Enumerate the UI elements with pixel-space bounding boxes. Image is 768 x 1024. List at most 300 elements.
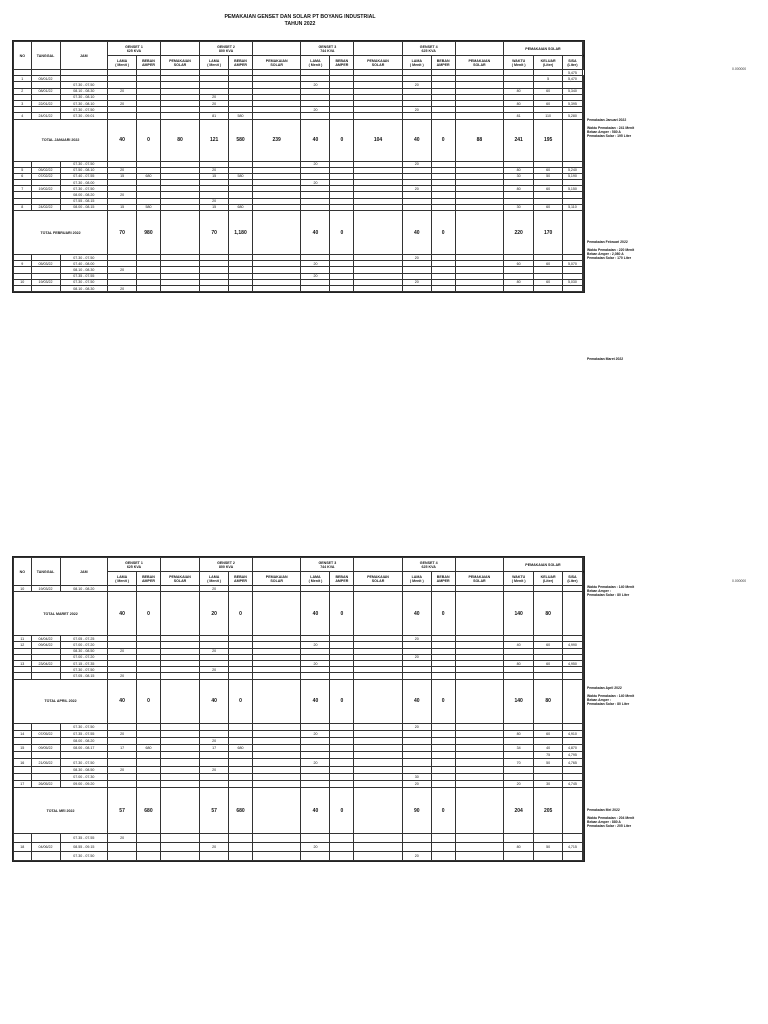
cell-value: 30 [504,173,534,179]
cell-value [200,834,229,843]
header-pemakaian [252,56,301,70]
cell-jam: 09.00 - 09.20 [60,781,108,788]
cell-no: 8 [14,204,32,210]
header-lama [402,56,431,70]
cell-tanggal [31,285,60,291]
cell-value [330,752,354,759]
header-genset-2-line2: 800 KVA [218,564,234,569]
cell-value [431,285,455,291]
keterangan-line: Beban Amper : [587,698,611,702]
cell-value: 20 [301,82,330,88]
header-waktu-line2: ( Menit ) [511,62,526,67]
header-genset-2-line1: GENSET 2 [217,560,235,565]
header-beban [229,56,253,70]
cell-jam: 08.00 - 08.20 [60,737,108,744]
header-waktu [504,572,534,586]
header-tanggal: TANGGAL [31,558,60,586]
cell-value [402,843,431,852]
cell-value [534,773,563,780]
cell-jam: 07.30 - 08.10 [60,100,108,106]
cell-tanggal: 09/04/22 [31,642,60,648]
cell-value: 20 [108,834,137,843]
cell-keterangan [582,834,583,843]
total-value: 40 [108,679,137,723]
header-lama-line2: ( Menit ) [409,62,424,67]
cell-value: 20 [108,167,137,173]
cell-value [301,737,330,744]
table-row [14,843,584,852]
cell-value [137,766,161,773]
cell-value [252,781,301,788]
cell-value [354,843,403,852]
cell-value: 30 [534,781,563,788]
total-value [160,592,199,636]
cell-value: 4,715 [563,843,583,852]
cell-value: 15 [108,204,137,210]
header-lama [200,572,229,586]
cell-value [229,773,253,780]
cell-value: 60 [534,730,563,737]
cell-jam: 07.40 - 08.00 [60,261,108,267]
cell-value [504,737,534,744]
header-beban-line2: AMPER [436,578,450,583]
cell-keterangan [582,852,583,861]
cell-no: 11 [14,636,32,642]
cell-value [354,752,403,759]
header-lama [108,572,137,586]
cell-value [301,773,330,780]
cell-jam: 07.30 - 07.50 [60,82,108,88]
cell-value [108,843,137,852]
cell-value: 5,240 [563,167,583,173]
cell-value [455,852,504,861]
cell-value: 80 [504,167,534,173]
cell-no: 18 [14,843,32,852]
header-beban-line1: BEBAN [234,574,247,579]
header-pemakaian-line2: SOLAR [270,62,283,67]
total-row [14,119,584,161]
total-value: 70 [108,211,137,255]
cell-no [14,752,32,759]
keterangan-line: Pemakaian Maret 2022 [587,357,624,361]
header-genset-2 [200,558,253,572]
cell-keterangan [582,679,583,723]
cell-value: 80 [504,186,534,192]
cell-value: 60 [534,167,563,173]
cell-value [330,745,354,752]
header-beban-line2: AMPER [141,578,155,583]
header-sisa [563,572,583,586]
total-value [563,119,583,161]
cell-jam: 07.55 - 08.15 [60,198,108,204]
cell-value: 580 [229,113,253,119]
header-lama-line1: LAMA [208,574,220,579]
cell-no: 17 [14,781,32,788]
cell-value [354,759,403,766]
cell-value [563,766,583,773]
cell-value [160,752,199,759]
cell-value [431,843,455,852]
cell-tanggal: 26/05/22 [31,781,60,788]
cell-value [137,843,161,852]
cell-jam: 07.00 - 07.20 [60,642,108,648]
cell-value: 80 [504,100,534,106]
header-blank [354,42,403,56]
cell-no: 12 [14,642,32,648]
cell-value [455,766,504,773]
cell-value [504,773,534,780]
keterangan-line: Waktu Pemakaian : 140 Menit [587,694,635,698]
cell-tanggal: 22/01/22 [31,100,60,106]
cell-keterangan [582,752,583,759]
cell-value [252,730,301,737]
cell-value [504,752,534,759]
header-lama-line2: ( Menit ) [207,578,221,583]
cell-value: 20 [402,186,431,192]
table-row [14,752,584,759]
header-beban-line1: BEBAN [436,58,450,63]
header-genset-2-line2: 800 KVA [218,48,234,53]
cell-value: 4,795 [563,752,583,759]
cell-value: 20 [402,636,431,642]
cell-jam: 07.30 - 07.50 [60,279,108,285]
cell-value: 80 [504,730,534,737]
total-label: TOTAL JANUARI 2022 [14,119,108,161]
cell-value [137,737,161,744]
header-genset-1 [108,42,161,56]
cell-no [14,773,32,780]
cell-value [108,723,137,730]
keterangan-line: Pemakaian Solar : 205 Liter [587,824,632,828]
total-value [455,592,504,636]
cell-value: 60 [534,261,563,267]
cell-tanggal [31,852,60,861]
cell-tanggal: 19/02/22 [31,186,60,192]
cell-tanggal: 07/02/22 [31,173,60,179]
keterangan-line: Pemakaian Solar : 80 Liter [587,593,630,597]
cell-no: 2 [14,88,32,94]
cell-value: 20 [301,273,330,279]
keterangan-line: Pemakaian Mei 2022 [587,808,620,812]
header-pemakaian-line2: SOLAR [173,62,187,67]
header-beban-line1: BEBAN [142,58,155,63]
cell-tanggal: 05/02/22 [31,167,60,173]
total-value: 40 [301,788,330,834]
total-value [563,211,583,255]
cell-value [354,723,403,730]
cell-value: 5,070 [563,261,583,267]
cell-keterangan [582,285,583,291]
header-tanggal: TANGGAL [31,42,60,70]
cell-no: 10 [14,279,32,285]
header-genset-2 [200,42,253,56]
cell-jam: 07.30 - 09.01 [60,113,108,119]
cell-value: 20 [108,730,137,737]
header-pemakaian-line2: SOLAR [371,578,385,583]
table-page-1 [12,40,585,293]
cell-value [200,773,229,780]
cell-value: 110 [534,113,563,119]
total-value: 104 [354,119,403,161]
cell-no [14,834,32,843]
cell-jam: 08.10 - 08.30 [60,267,108,273]
cell-keterangan [582,723,583,730]
cell-value [402,759,431,766]
cell-value: 50 [534,759,563,766]
total-value: 239 [252,119,301,161]
total-value: 170 [534,211,563,255]
cell-value [229,766,253,773]
total-value: 0 [137,119,161,161]
total-value: 0 [137,592,161,636]
header-pemakaian-line2: SOLAR [173,578,187,583]
cell-value: 20 [108,648,137,654]
cell-jam: 08.00 - 08.17 [60,745,108,752]
cell-value: 5,190 [563,173,583,179]
header-keluar-line1: KELUAR [540,574,556,579]
cell-value: 5,280 [563,113,583,119]
cell-value [137,723,161,730]
header-genset-4-line1: GENSET 4 [419,560,438,565]
cell-value [455,843,504,852]
title-line-2: TAHUN 2022 [284,21,316,27]
cell-value [229,759,253,766]
cell-value [330,766,354,773]
total-value: 40 [301,119,330,161]
cell-value [252,773,301,780]
header-blank [455,558,504,572]
header-sisa-line1: SISA [568,574,577,579]
keterangan-line: Beban Amper : 880 A [587,820,621,824]
cell-value [160,745,199,752]
header-blank [160,42,199,56]
header-lama-line2: ( Menit ) [308,578,323,583]
cell-value [330,773,354,780]
cell-jam: 07.30 - 07.50 [60,186,108,192]
cell-value [402,285,431,291]
header-no: NO [14,558,32,586]
table-row [14,737,584,744]
cell-value [431,723,455,730]
total-value: 580 [229,119,253,161]
cell-no [14,737,32,744]
cell-value: 20 [301,180,330,186]
cell-value [563,737,583,744]
cell-value [252,745,301,752]
header-lama-line1: LAMA [411,58,422,63]
cell-jam: 07.30 - 08.00 [60,180,108,186]
header-waktu-line1: WAKTU [512,574,526,579]
cell-no: 5 [14,167,32,173]
cell-value [431,737,455,744]
header-pemakaian-line1: PEMAKAIAN [169,574,191,579]
total-value: 40 [402,119,431,161]
keterangan-line: Beban Amper : [587,589,611,593]
total-value: 20 [200,592,229,636]
cell-value: 20 [108,673,137,679]
cell-value: 5,150 [563,186,583,192]
cell-value [137,285,161,291]
cell-keterangan [582,759,583,766]
header-lama [108,56,137,70]
total-value [455,679,504,723]
cell-tanggal [31,766,60,773]
cell-value: 5 [534,76,563,82]
keterangan-line: Beban Amper : 2,080 A [587,252,624,256]
cell-value: 60 [534,642,563,648]
cell-value [354,773,403,780]
cell-value: 5,395 [563,100,583,106]
cell-value [252,852,301,861]
header-genset-1-line1: GENSET 1 [125,44,143,49]
total-value: 0 [431,211,455,255]
cell-value [431,852,455,861]
header-beban-line2: AMPER [233,62,247,67]
total-value: 1,180 [229,211,253,255]
cell-keterangan [582,843,583,852]
cell-value [200,852,229,861]
document-title [0,14,600,28]
cell-value [402,752,431,759]
cell-value [229,781,253,788]
cell-value: 81 [504,113,534,119]
cell-value: 15 [200,204,229,210]
total-label: TOTAL MEI 2022 [14,788,108,834]
cell-value [563,834,583,843]
cell-value: 20 [200,100,229,106]
total-value [563,592,583,636]
cell-jam: 07.50 - 08.10 [60,167,108,173]
header-beban-line1: BEBAN [335,574,349,579]
total-value [354,788,403,834]
cell-value [354,730,403,737]
header-waktu-line1: WAKTU [512,58,526,63]
cell-value [354,766,403,773]
header-beban-line1: BEBAN [234,58,247,63]
total-value: 40 [301,211,330,255]
header-keluar [534,56,563,70]
cell-value [330,285,354,291]
total-value [455,211,504,255]
cell-value: 40 [504,642,534,648]
keterangan-line: Beban Amper : 580 A [587,130,621,134]
cell-value: 20 [301,642,330,648]
header-beban-line2: AMPER [233,578,247,583]
header-pemakaian-line1: PEMAKAIAN [468,574,491,579]
total-value: 88 [455,119,504,161]
total-value: 80 [534,679,563,723]
cell-value: 4,990 [563,642,583,648]
cell-keterangan [582,730,583,737]
cell-value [137,730,161,737]
header-blank [455,42,504,56]
total-label: TOTAL MARET 2022 [14,592,108,636]
header-pemakaian-line1: PEMAKAIAN [265,58,288,63]
header-beban-line1: BEBAN [335,58,349,63]
header-pemakaian [354,56,403,70]
cell-value [534,852,563,861]
header-blank [252,558,301,572]
cell-value: 60 [534,88,563,94]
cell-value [402,730,431,737]
cell-value: 20 [301,161,330,167]
header-sisa-line1: SISA [568,58,577,63]
cell-value [301,766,330,773]
cell-jam: 08.10 - 08.20 [60,586,108,592]
cell-value: 580 [229,173,253,179]
header-pemakaian-line1: PEMAKAIAN [367,574,389,579]
cell-value [402,766,431,773]
cell-value [455,773,504,780]
cell-value [137,773,161,780]
total-value: 0 [229,592,253,636]
cell-jam: 07.30 - 07.50 [60,852,108,861]
cell-value [200,723,229,730]
header-lama-line1: LAMA [208,58,220,63]
keterangan-line: Pemakaian April 2022 [587,686,622,690]
cell-value [504,723,534,730]
cell-value [252,723,301,730]
cell-value: 30 [504,204,534,210]
cell-jam: 08.00 - 08.15 [60,204,108,210]
cell-value [534,723,563,730]
cell-value [160,766,199,773]
header-lama-line2: ( Menit ) [115,62,129,67]
header-keluar-line1: KELUAR [540,58,556,63]
cell-value [252,285,301,291]
cell-value [431,759,455,766]
total-value: 90 [402,788,431,834]
total-value: 40 [108,592,137,636]
total-value [563,679,583,723]
cell-value [160,843,199,852]
cell-value: 580 [137,204,161,210]
table-row [14,759,584,766]
cell-value: 60 [534,279,563,285]
cell-value [431,752,455,759]
cell-value: 20 [200,766,229,773]
cell-tanggal: 04/04/22 [31,636,60,642]
cell-keterangan [582,211,583,255]
header-keluar-line2: (Liter) [543,62,554,67]
cell-jam: 08.10 - 08.30 [60,88,108,94]
total-label: TOTAL FEBRUARI 2022 [14,211,108,255]
cell-value: 4,745 [563,781,583,788]
cell-value [354,285,403,291]
cell-jam: 08.10 - 08.30 [60,285,108,291]
total-value: 680 [229,788,253,834]
header-lama-line2: ( Menit ) [409,578,424,583]
cell-value [301,834,330,843]
header-pemakaian [354,572,403,586]
cell-value: 20 [108,192,137,198]
cell-no: 14 [14,730,32,737]
header-lama [402,572,431,586]
cell-value [354,737,403,744]
keterangan-line: Pemakaian Januari 2022 [587,118,627,122]
header-beban [330,572,354,586]
cell-value [108,781,137,788]
cell-value [330,834,354,843]
total-value: 0 [137,679,161,723]
cell-no: 6 [14,173,32,179]
total-value: 140 [504,592,534,636]
table-row [14,730,584,737]
cell-value: 20 [108,267,137,273]
cell-value: 80 [504,279,534,285]
total-value: 0 [330,679,354,723]
header-lama [301,56,330,70]
